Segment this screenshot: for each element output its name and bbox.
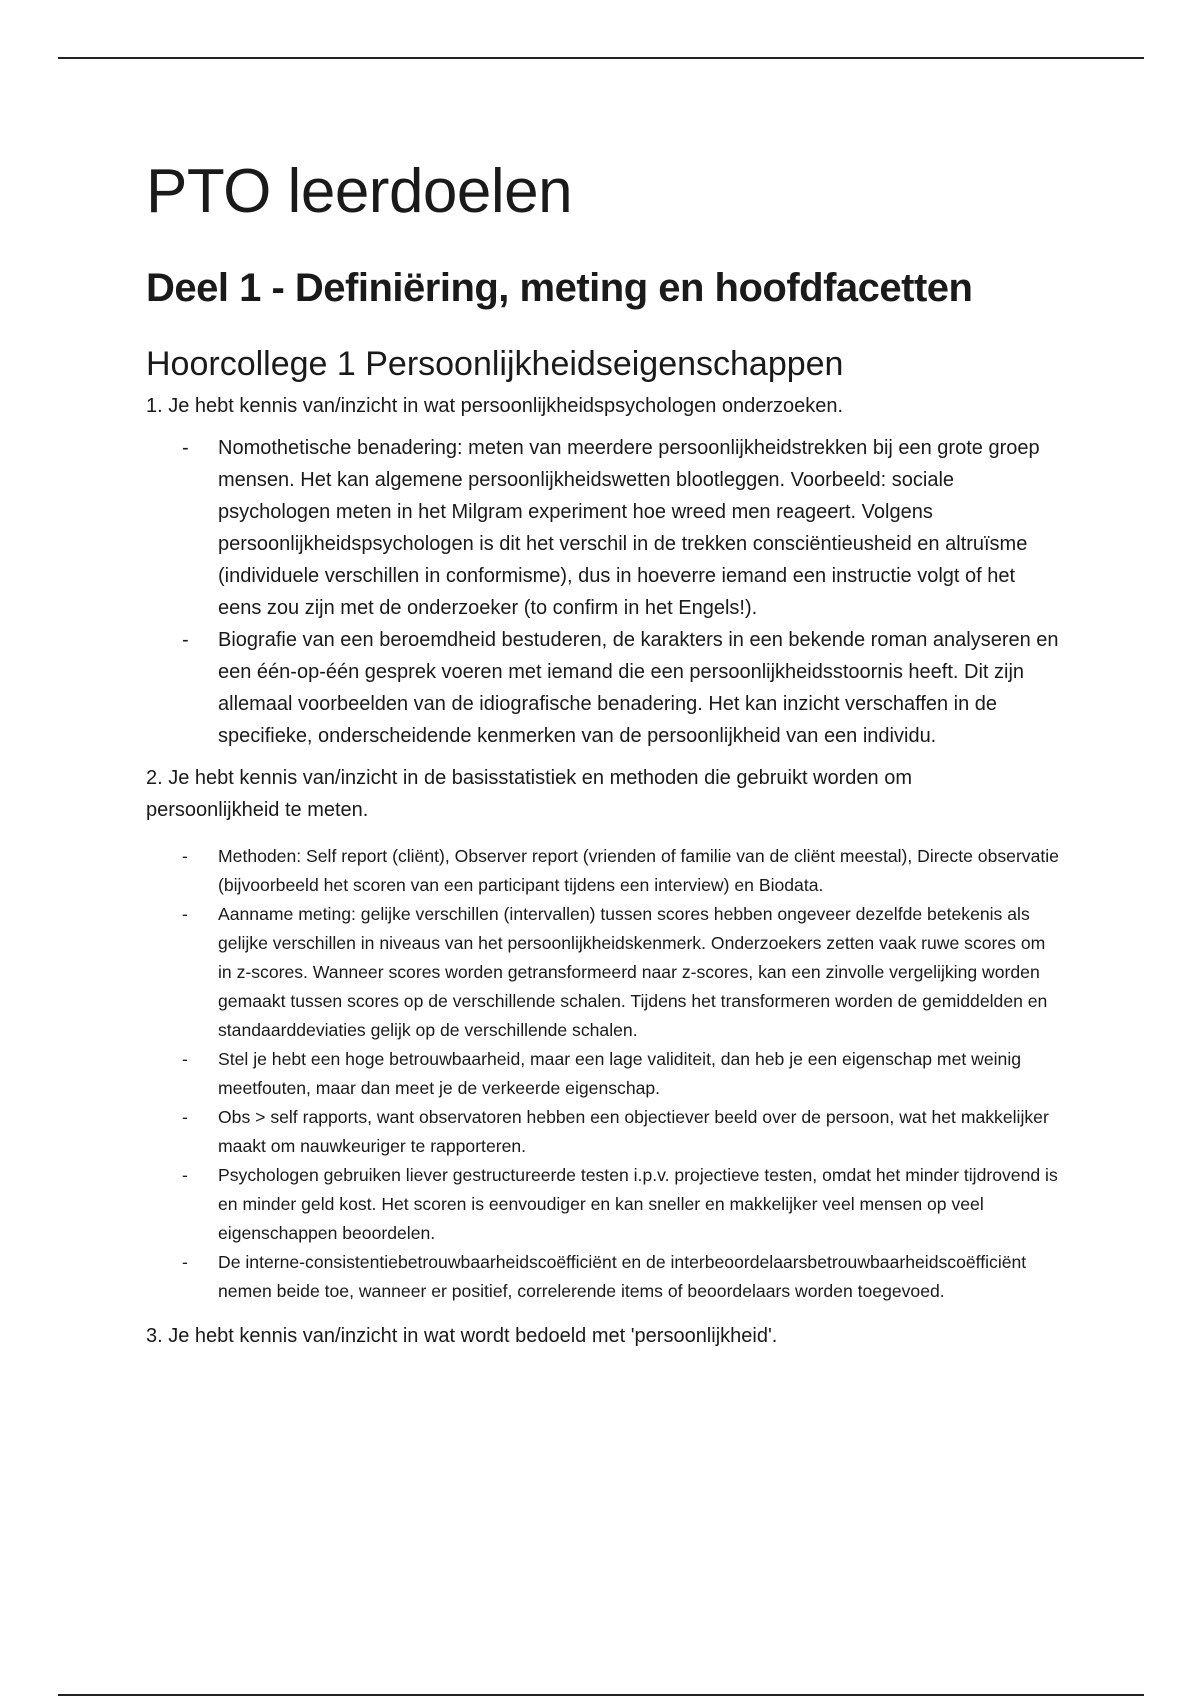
list-item-text: Methoden: Self report (cliënt), Observer report (vrienden of familie van de cliënt meestal), Directe observatie (bijvoorbeeld het scoren van een participant tijdens een interview) en Biodata. (218, 846, 1059, 895)
document-title: PTO leerdoelen (146, 157, 573, 226)
list-item (146, 1161, 1063, 1248)
bullet-dash: - (182, 1165, 188, 1185)
bullet-dash: - (182, 1049, 188, 1069)
list-item-text: Aanname meting: gelijke verschillen (intervallen) tussen scores hebben ongeveer dezelfde betekenis als gelijke verschillen in niveaus van het persoonlijkheidskenmerk. Onderzoekers zetten vaak ruwe scores om in z-scores. Wanneer scores worden getransformeerd naar z-scores, kan een zinvolle vergelijking worden gemaakt tussen scores op de verschillende schalen. Tijdens het transformeren worden de gemiddelden en standaarddeviaties gelijk op de verschillende schalen. (218, 904, 1048, 1040)
bullet-dash: - (182, 1107, 188, 1127)
list-item (146, 1248, 1063, 1306)
list-item (146, 624, 1063, 752)
list-item-text: Obs > self rapports, want observatoren hebben een objectiever beeld over de persoon, wat het makkelijker maakt om nauwkeuriger te rapporteren. (218, 1107, 1049, 1156)
list-item-text: Nomothetische benadering: meten van meerdere persoonlijkheidstrekken bij een grote groep mensen. Het kan algemene persoonlijkheidswetten blootleggen. Voorbeeld: sociale psychologen meten in het Milgram experiment hoe wreed men reageert. Volgens persoonlijkheidspsychologen is dit het verschil in de trekken consciëntieusheid en altruïsme (individuele verschillen in conformisme), dus in hoeverre iemand een instructie volgt of het eens zou zijn met de onderzoeker (to confirm in het Engels!). (218, 437, 1040, 619)
goal-1-bullet-list (146, 432, 1066, 752)
goal-2-bullet-list (146, 842, 1066, 1306)
list-item-text: Biografie van een beroemdheid bestuderen, de karakters in een bekende roman analyseren en een één-op-één gesprek voeren met iemand die een persoonlijkheidsstoornis heeft. Dit zijn allemaal voorbeelden van de idiografische benadering. Het kan inzicht verschaffen in de specifieke, onderscheidende kenmerken van de persoonlijkheid van een individu. (218, 629, 1059, 747)
learning-goals (146, 390, 1066, 1352)
lecture-heading: Hoorcollege 1 Persoonlijkheidseigenschappen (146, 345, 844, 383)
footer-rule (58, 1694, 1144, 1696)
list-item-text: Psychologen gebruiken liever gestructureerde testen i.p.v. projectieve testen, omdat het minder tijdrovend is en minder geld kost. Het scoren is eenvoudiger en kan sneller en makkelijker veel mensen op veel eigenschappen beoordelen. (218, 1165, 1058, 1243)
bullet-dash: - (182, 437, 189, 459)
learning-goal-1: 1. Je hebt kennis van/inzicht in wat persoonlijkheidspsychologen onderzoeken. (146, 395, 844, 417)
bullet-dash: - (182, 846, 188, 866)
learning-goal-3: 3. Je hebt kennis van/inzicht in wat wordt bedoeld met 'persoonlijkheid'. (146, 1325, 778, 1347)
learning-goal-2: 2. Je hebt kennis van/inzicht in de basisstatistiek en methoden die gebruikt worden om persoonlijkheid te meten. (146, 767, 912, 821)
list-item-text: De interne-consistentiebetrouwbaarheidscoëfficiënt en de interbeoordelaarsbetrouwbaarheidscoëfficiënt nemen beide toe, wanneer er positief, correlerende items of beoordelaars worden toegevoed. (218, 1252, 1027, 1301)
list-item (146, 842, 1063, 900)
header-rule (58, 57, 1144, 59)
list-item (146, 432, 1063, 624)
list-item (146, 1045, 1063, 1103)
list-item-text: Stel je hebt een hoge betrouwbaarheid, maar een lage validiteit, dan heb je een eigenschap met weinig meetfouten, maar dan meet je de verkeerde eigenschap. (218, 1049, 1022, 1098)
bullet-dash: - (182, 629, 189, 651)
list-item (146, 1103, 1063, 1161)
part-heading: Deel 1 - Definiëring, meting en hoofdfacetten (146, 266, 973, 310)
list-item (146, 900, 1063, 1045)
bullet-dash: - (182, 904, 188, 924)
bullet-dash: - (182, 1252, 188, 1272)
